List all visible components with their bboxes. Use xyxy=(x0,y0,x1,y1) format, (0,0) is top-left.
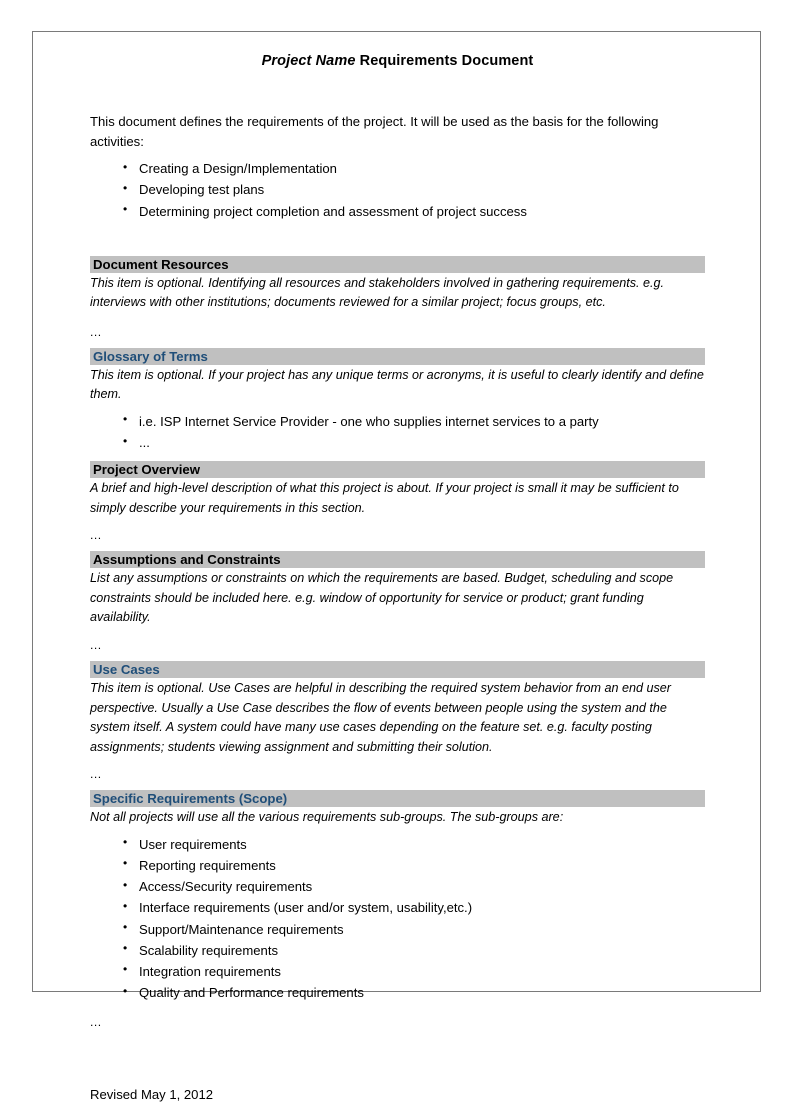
list-item: • Access/Security requirements xyxy=(90,876,705,897)
intro-bullet-list xyxy=(90,158,705,222)
section-description: This item is optional. Use Cases are helpful in describing the required system behavior from an end user perspective. Usually a Use Case describes the flow of events between people using the system and the system itself. A system could have many use cases depending on the feature set. e.g. faculty posting assignments; students viewing assignment and submitting their solution. xyxy=(90,681,671,754)
page-title xyxy=(90,53,705,70)
list-item: • Developing test plans xyxy=(90,179,705,200)
list-item: • Reporting requirements xyxy=(90,855,705,876)
list-item: • i.e. ISP Internet Service Provider - one who supplies internet services to a party xyxy=(90,411,705,432)
page-title-rest: Requirements Document xyxy=(355,53,534,69)
list-item: • Interface requirements (user and/or system, usability,etc.) xyxy=(90,897,705,918)
section-ellipsis: ... xyxy=(90,767,102,782)
section-heading: Specific Requirements (Scope) xyxy=(90,790,705,807)
list-item: • Quality and Performance requirements xyxy=(90,982,705,1003)
section-use-cases xyxy=(90,661,705,783)
section-description: List any assumptions or constraints on which the requirements are based. Budget, scheduling and scope constraints should be included here. e.g. window of opportunity for service or product; grant funding availability. xyxy=(90,571,674,625)
section-assumptions-and-constraints xyxy=(90,551,705,654)
list-item: • Determining project completion and assessment of project success xyxy=(90,201,705,222)
section-heading: Assumptions and Constraints xyxy=(90,551,705,568)
list-item: • Creating a Design/Implementation xyxy=(90,158,705,179)
list-item: • ... xyxy=(90,432,705,453)
section-specific-requirements-scope xyxy=(90,790,705,1031)
list-item: • User requirements xyxy=(90,834,705,855)
document-content xyxy=(90,45,705,1102)
spacer xyxy=(90,453,705,461)
section-ellipsis: ... xyxy=(90,528,102,543)
section-description: This item is optional. If your project has any unique terms or acronyms, it is useful to clearly identify and define them. xyxy=(90,367,704,402)
section-project-overview xyxy=(90,461,705,544)
revision-date: Revised May 1, 2012 xyxy=(90,1087,214,1102)
section-ellipsis: ... xyxy=(90,637,102,652)
section-ellipsis: ... xyxy=(90,324,102,339)
section-bullet-list xyxy=(90,411,705,453)
intro-paragraph: This document defines the requirements of the project. It will be used as the basis for the following activities: xyxy=(90,114,659,150)
list-item: • Integration requirements xyxy=(90,961,705,982)
section-heading: Project Overview xyxy=(90,461,705,478)
section-heading: Document Resources xyxy=(90,256,705,273)
document-page xyxy=(32,31,761,1102)
section-bullet-list xyxy=(90,834,705,1004)
section-description: A brief and high-level description of what this project is about. If your project is small it may be sufficient to simply describe your requirements in this section. xyxy=(90,481,679,515)
list-item: • Support/Maintenance requirements xyxy=(90,919,705,940)
spacer xyxy=(90,222,705,256)
section-description: This item is optional. Identifying all resources and stakeholders involved in gathering requirements. e.g. interviews with other institutions; documents reviewed for a similar project; focus groups, etc. xyxy=(90,275,665,310)
section-glossary-of-terms xyxy=(90,348,705,461)
section-heading: Use Cases xyxy=(90,661,705,678)
section-document-resources xyxy=(90,256,705,341)
page-title-emphasis: Project Name xyxy=(261,53,356,69)
section-heading: Glossary of Terms xyxy=(90,348,705,365)
section-description: Not all projects will use all the various requirements sub-groups. The sub-groups are: xyxy=(90,810,564,825)
section-ellipsis: ... xyxy=(90,1015,102,1030)
list-item: • Scalability requirements xyxy=(90,940,705,961)
